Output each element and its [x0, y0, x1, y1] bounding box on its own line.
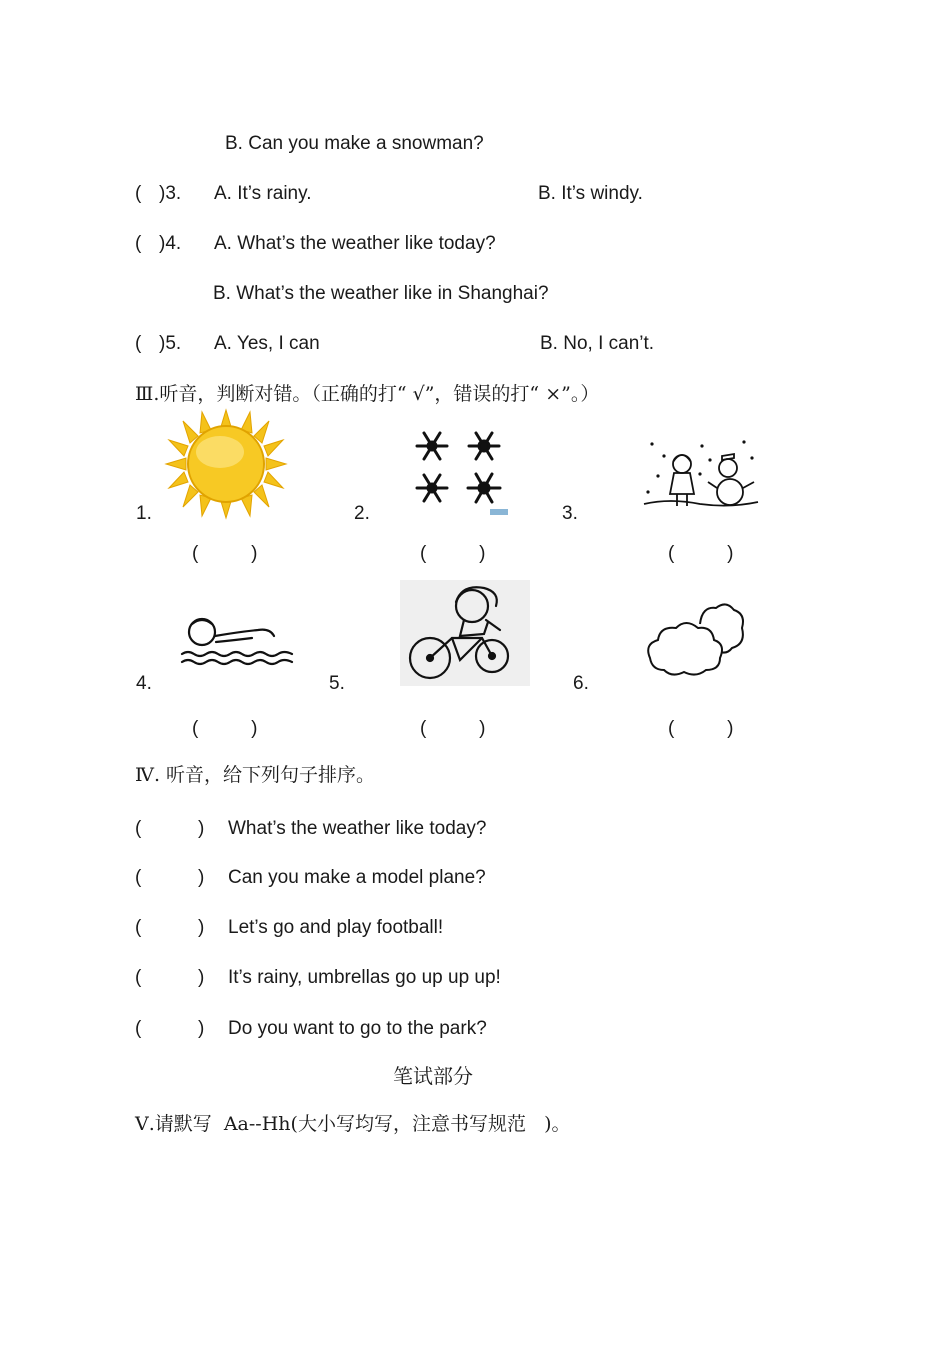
order-1-sentence: What’s the weather like today?: [228, 818, 487, 839]
order-4-sentence: It’s rainy, umbrellas go up up up!: [228, 967, 501, 988]
order-5-close: ): [198, 1018, 205, 1039]
section-3-title: Ⅲ.听音，判断对错。（正确的打“ √”，错误的打“ ×”。）: [135, 383, 600, 405]
order-4-close: ): [198, 967, 205, 988]
item-6-blank[interactable]: ( ): [668, 718, 734, 739]
q3-paren: (: [135, 183, 142, 204]
order-2-close: ): [198, 867, 205, 888]
item-4-blank[interactable]: ( ): [192, 718, 258, 739]
q5-paren: (: [135, 333, 142, 354]
order-4-open[interactable]: (: [135, 967, 142, 988]
item-6-number: 6.: [573, 673, 589, 694]
q5-option-a: A. Yes, I can: [214, 333, 320, 354]
written-part-heading: 笔试部分: [393, 1064, 473, 1088]
q4-number: )4.: [159, 233, 182, 254]
item-5-blank[interactable]: ( ): [420, 718, 486, 739]
order-3-open[interactable]: (: [135, 917, 142, 938]
q3-option-b: B. It’s windy.: [538, 183, 643, 204]
order-2-open[interactable]: (: [135, 867, 142, 888]
sun-icon: [164, 408, 288, 520]
order-5-open[interactable]: (: [135, 1018, 142, 1039]
q4-paren: (: [135, 233, 142, 254]
swimmer-icon: [178, 610, 300, 672]
cyclist-icon: [400, 580, 530, 686]
item-5-number: 5.: [329, 673, 345, 694]
item-1-blank[interactable]: ( ): [192, 543, 258, 564]
section-4-title: Ⅳ. 听音，给下列句子排序。: [135, 764, 376, 786]
section-5-title: Ⅴ.请默写 Aa--Hh(大小写均写，注意书写规范 )。: [135, 1113, 571, 1135]
item-2-number: 2.: [354, 503, 370, 524]
order-1-close: ): [198, 818, 205, 839]
item-2-blank[interactable]: ( ): [420, 543, 486, 564]
item-4-number: 4.: [136, 673, 152, 694]
order-5-sentence: Do you want to go to the park?: [228, 1018, 487, 1039]
snowflakes-icon: [410, 426, 510, 518]
q2-option-b: B. Can you make a snowman?: [225, 133, 484, 154]
item-3-blank[interactable]: ( ): [668, 543, 734, 564]
cloud-icon: [644, 600, 748, 680]
order-2-sentence: Can you make a model plane?: [228, 867, 486, 888]
item-1-number: 1.: [136, 503, 152, 524]
item-3-number: 3.: [562, 503, 578, 524]
q5-number: )5.: [159, 333, 182, 354]
q4-option-b: B. What’s the weather like in Shanghai?: [213, 283, 549, 304]
q3-option-a: A. It’s rainy.: [214, 183, 312, 204]
order-3-sentence: Let’s go and play football!: [228, 917, 444, 938]
kids-snowman-icon: [640, 434, 760, 516]
q5-option-b: B. No, I can’t.: [540, 333, 655, 354]
q3-number: )3.: [159, 183, 182, 204]
order-1-open[interactable]: (: [135, 818, 142, 839]
order-3-close: ): [198, 917, 205, 938]
q4-option-a: A. What’s the weather like today?: [214, 233, 496, 254]
